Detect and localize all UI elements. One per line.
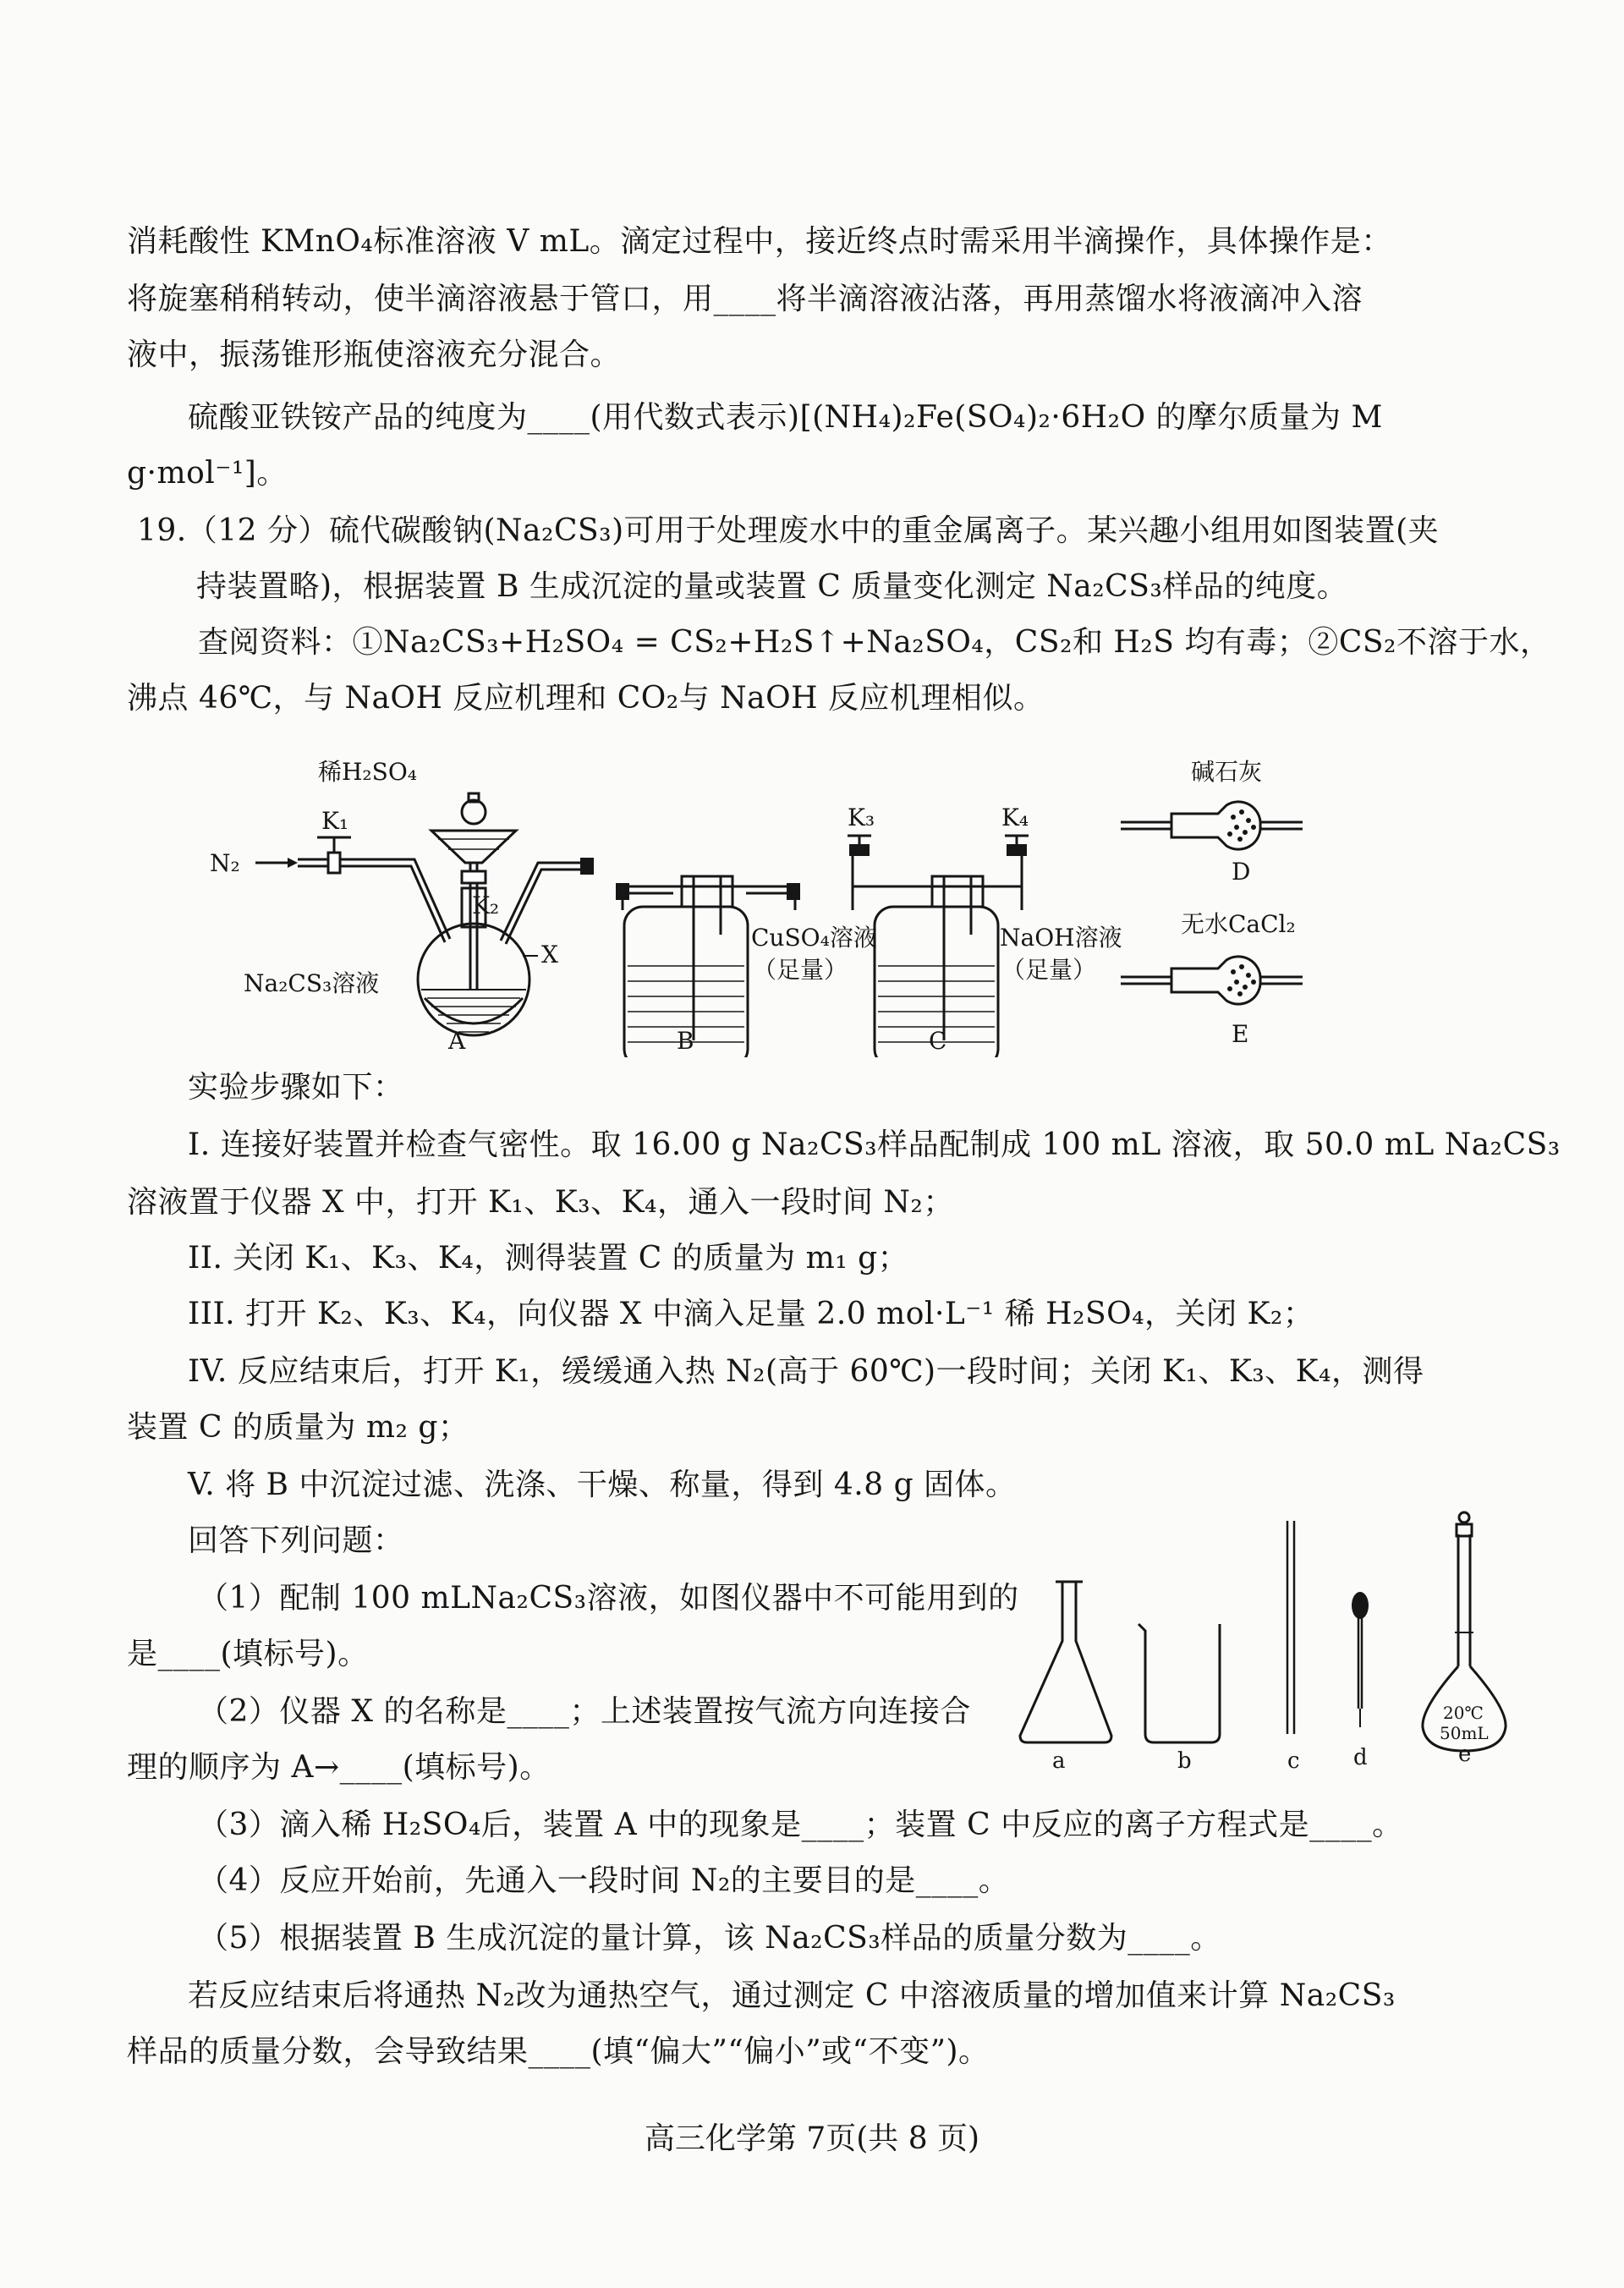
label-b: B (677, 1027, 694, 1055)
na2cs3-solution-label: Na₂CS₃溶液 (244, 969, 380, 997)
page-footer: 高三化学第 7页(共 8 页) (644, 2121, 980, 2156)
k3-label: K₃ (848, 804, 875, 831)
label-d: D (1232, 858, 1251, 886)
label-d-glass: d (1353, 1745, 1368, 1770)
text-line: 溶液置于仪器 X 中，打开 K₁、K₃、K₄，通入一段时间 N₂； (127, 1185, 954, 1220)
k2-valve (462, 871, 486, 883)
question-19-stem: 19.（12 分）硫代碳酸钠(Na₂CS₃)可用于处理废水中的重金属离子。某兴趣小组用如图装置(夹 (137, 513, 1440, 548)
cuso4-label: CuSO₄溶液 (751, 924, 877, 952)
text-line: g·mol⁻¹]。 (127, 456, 288, 491)
question-1: （1）配制 100 mLNa₂CS₃溶液，如图仪器中不可能用到的 (198, 1581, 1019, 1616)
dropping-funnel (431, 831, 516, 863)
naoh-amount: （足量） (1001, 956, 1097, 984)
text-line: 硫酸亚铁铵产品的纯度为____(用代数式表示)[(NH₄)₂Fe(SO₄)₂·6H₂O 的摩尔质量为 M (188, 400, 1383, 435)
text-line: 装置 C 的质量为 m₂ g； (127, 1410, 469, 1445)
label-e: E (1232, 1020, 1249, 1048)
question-4: （4）反应开始前，先通入一段时间 N₂的主要目的是____。 (198, 1863, 1010, 1898)
k1-label: K₁ (321, 807, 349, 835)
label-c: C (929, 1027, 947, 1055)
step-4: IV. 反应结束后，打开 K₁，缓缓通入热 N₂(高于 60℃)一段时间；关闭 K₁、K₃、K₄，测得 (188, 1354, 1424, 1389)
question-5: （5）根据装置 B 生成沉淀的量计算，该 Na₂CS₃样品的质量分数为____。 (198, 1921, 1221, 1956)
text-line: 消耗酸性 KMnO₄标准溶液 V mL。滴定过程中，接近终点时需采用半滴操作，具体操作是： (127, 224, 1392, 259)
n2-label: N₂ (210, 849, 240, 877)
text-line: 实验步骤如下： (188, 1070, 404, 1105)
label-a: A (448, 1027, 466, 1055)
cacl2-label: 无水CaCl₂ (1181, 910, 1296, 938)
question-3: （3）滴入稀 H₂SO₄后，装置 A 中的现象是____；装置 C 中反应的离子方程式是____。 (198, 1808, 1403, 1842)
text-line: 将旋塞稍稍转动，使半滴溶液悬于管口，用____将半滴溶液沾落，再用蒸馏水将液滴冲入溶 (127, 282, 1363, 316)
label-e-glass: e (1458, 1742, 1472, 1767)
step-3: III. 打开 K₂、K₃、K₄，向仪器 X 中滴入足量 2.0 mol·L⁻¹ 稀 H₂SO₄，关闭 K₂； (188, 1297, 1314, 1331)
conical-flask (1020, 1582, 1111, 1742)
text-line: 是____(填标号)。 (127, 1637, 369, 1671)
apparatus-diagram (203, 744, 1336, 1057)
text-line: 持装置略)，根据装置 B 生成沉淀的量或装置 C 质量变化测定 Na₂CS₃样品的纯度。 (196, 569, 1348, 604)
k2-label: K₂ (472, 892, 500, 919)
acid-label: 稀H₂SO₄ (318, 758, 418, 786)
k4-label: K₄ (1001, 804, 1029, 831)
label-c-glass: c (1287, 1748, 1300, 1774)
flask-volume: 50mL (1440, 1723, 1489, 1743)
beaker (1138, 1624, 1220, 1742)
flask-x (418, 924, 529, 1035)
cuso4-amount: （足量） (753, 956, 848, 984)
step-1: I. 连接好装置并检查气密性。取 16.00 g Na₂CS₃样品配制成 100 mL 溶液，取 50.0 mL Na₂CS₃ (188, 1128, 1561, 1162)
step-2: II. 关闭 K₁、K₃、K₄，测得装置 C 的质量为 m₁ g； (188, 1241, 909, 1276)
text-line: 回答下列问题： (188, 1523, 404, 1558)
label-b-glass: b (1177, 1748, 1192, 1774)
naoh-label: NaOH溶液 (1000, 924, 1122, 952)
x-label: X (541, 941, 558, 968)
text-line: 样品的质量分数，会导致结果____(填“偏大”“偏小”或“不变”)。 (127, 2034, 990, 2069)
reference-info: 查阅资料：①Na₂CS₃+H₂SO₄ = CS₂+H₂S↑+Na₂SO₄，CS₂和 H₂S 均有毒；②CS₂不溶于水， (198, 625, 1551, 660)
text-line: 沸点 46℃，与 NaOH 反应机理和 CO₂与 NaOH 反应机理相似。 (127, 681, 1045, 716)
glassware-figure (1012, 1506, 1511, 1785)
text-line: 液中，振荡锥形瓶使溶液充分混合。 (127, 337, 622, 372)
soda-lime-label: 碱石灰 (1191, 758, 1263, 786)
text-line: 理的顺序为 A→____(填标号)。 (127, 1750, 551, 1785)
flask-temp: 20℃ (1443, 1703, 1484, 1723)
text-line: 若反应结束后将通热 N₂改为通热空气，通过测定 C 中溶液质量的增加值来计算 Na₂CS₃ (188, 1978, 1396, 2013)
label-a-glass: a (1052, 1748, 1066, 1774)
question-2: （2）仪器 X 的名称是____；上述装置按气流方向连接合 (198, 1694, 971, 1729)
step-5: V. 将 B 中沉淀过滤、洗涤、干燥、称量，得到 4.8 g 固体。 (188, 1468, 1017, 1502)
